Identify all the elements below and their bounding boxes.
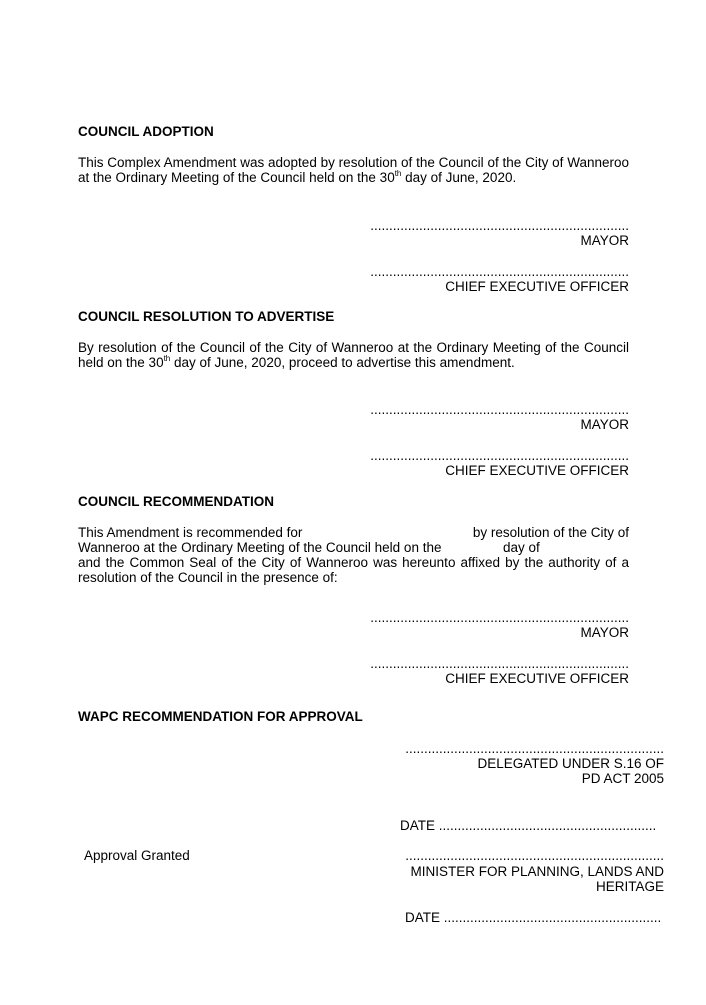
- recommendation-text: Wanneroo at the Ordinary Meeting of the Council held on the: [78, 540, 442, 555]
- council-resolution-paragraph: [78, 340, 629, 370]
- mayor-signature-line: .....................................................................: [370, 402, 629, 417]
- council-recommendation-paragraph: [78, 555, 629, 585]
- council-resolution-heading: COUNCIL RESOLUTION TO ADVERTISE: [78, 309, 335, 324]
- paragraph-line: [78, 355, 629, 370]
- wapc-recommendation-heading: WAPC RECOMMENDATION FOR APPROVAL: [78, 709, 363, 724]
- ceo-label: CHIEF EXECUTIVE OFFICER: [445, 279, 629, 294]
- date-signature-line: DATE ..........................................................: [400, 818, 657, 833]
- recommendation-text: by resolution of the City of: [472, 525, 629, 540]
- ceo-label: CHIEF EXECUTIVE OFFICER: [445, 463, 629, 478]
- ceo-signature-line: .....................................................................: [370, 656, 629, 671]
- paragraph-text: held on the 30: [78, 355, 164, 370]
- date-signature-line: DATE ..........................................................: [405, 910, 662, 925]
- paragraph-line: By resolution of the Council of the City of Wanneroo at the Ordinary Meeting of the Council: [78, 340, 629, 355]
- mayor-label: MAYOR: [580, 233, 629, 248]
- ceo-signature-line: .....................................................................: [370, 264, 629, 279]
- paragraph-text: day of June, 2020.: [401, 170, 517, 185]
- ordinal-suffix: th: [163, 353, 171, 363]
- council-adoption-heading: COUNCIL ADOPTION: [78, 124, 214, 139]
- mayor-signature-line: .....................................................................: [370, 610, 629, 625]
- delegated-signature-line: .....................................................................: [405, 741, 664, 756]
- council-adoption-paragraph: [78, 155, 629, 185]
- approval-granted-label: Approval Granted: [84, 848, 190, 863]
- mayor-label: MAYOR: [580, 625, 629, 640]
- recommendation-text: This Amendment is recommended for: [78, 525, 303, 540]
- paragraph-line: and the Common Seal of the City of Wanneroo was hereunto affixed by the authority of a: [78, 555, 629, 570]
- ordinal-suffix: th: [394, 168, 402, 178]
- council-recommendation-heading: COUNCIL RECOMMENDATION: [78, 494, 274, 509]
- recommendation-text: day of: [503, 540, 540, 555]
- mayor-signature-line: .....................................................................: [370, 218, 629, 233]
- paragraph-text: day of June, 2020, proceed to advertise this amendment.: [170, 355, 515, 370]
- minister-signature-line: .....................................................................: [405, 848, 664, 863]
- paragraph-line: This Complex Amendment was adopted by resolution of the Council of the City of Wanneroo: [78, 155, 629, 170]
- delegated-label: PD ACT 2005: [581, 771, 664, 786]
- ceo-label: CHIEF EXECUTIVE OFFICER: [445, 671, 629, 686]
- paragraph-line: resolution of the Council in the presence of:: [78, 570, 338, 585]
- minister-label: MINISTER FOR PLANNING, LANDS AND: [410, 864, 664, 879]
- delegated-label: DELEGATED UNDER S.16 OF: [477, 756, 664, 771]
- minister-label: HERITAGE: [595, 879, 664, 894]
- paragraph-line: [78, 170, 629, 185]
- mayor-label: MAYOR: [580, 417, 629, 432]
- paragraph-text: at the Ordinary Meeting of the Council held on the 30: [78, 170, 395, 185]
- ceo-signature-line: .....................................................................: [370, 448, 629, 463]
